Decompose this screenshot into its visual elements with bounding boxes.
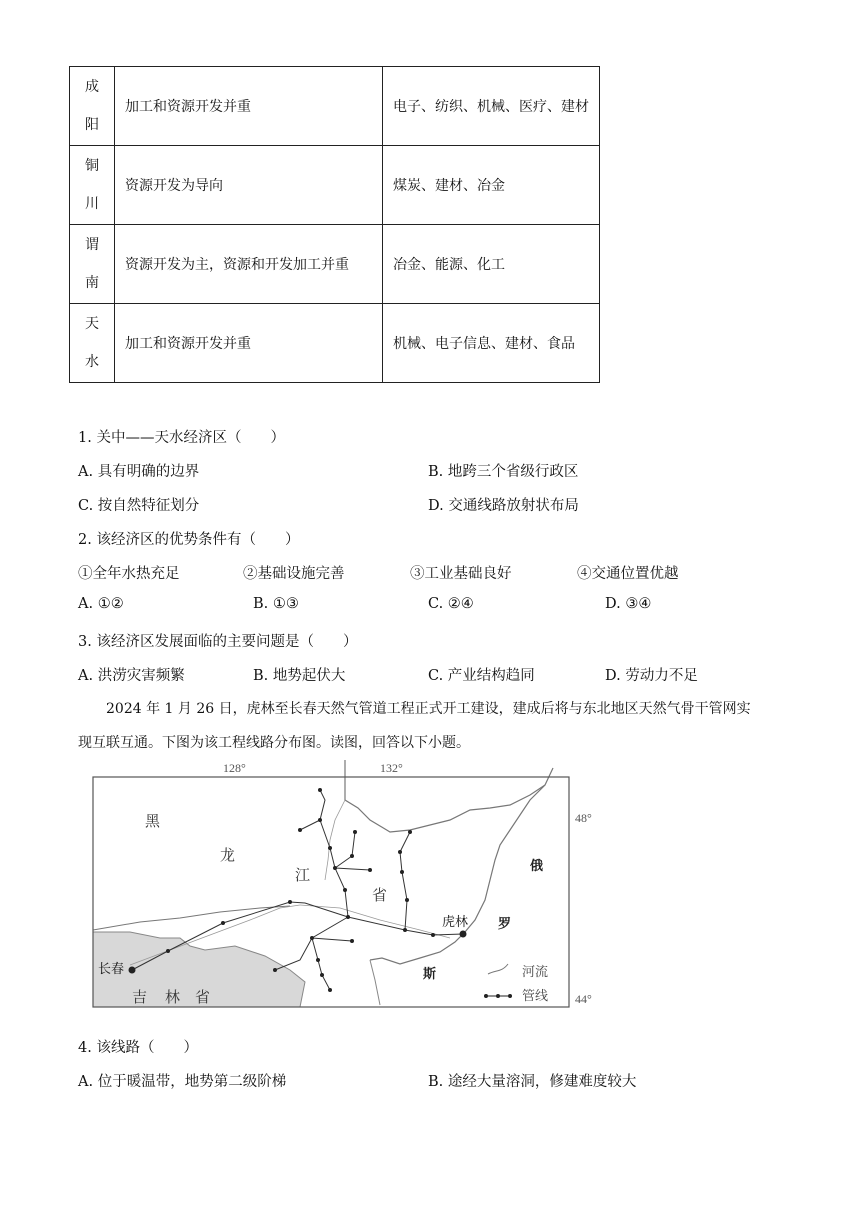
hulin-label: 虎林 (442, 915, 469, 930)
pipe-legend-dot (496, 994, 500, 998)
city-char: 谓 (85, 237, 99, 253)
passage-line-2: 现互联互通。下图为该工程线路分布图。读图，回答以下小题。 (78, 735, 470, 751)
changchun-city-dot (129, 967, 136, 974)
station-dot (221, 921, 225, 925)
city-name-cell (70, 225, 115, 304)
station-dot (316, 958, 320, 962)
q1-option-b[interactable]: B. 地跨三个省级行政区 (428, 464, 579, 480)
station-dot (328, 988, 332, 992)
pipeline-branch (400, 832, 410, 930)
station-dot (343, 888, 347, 892)
province-border-north (345, 760, 545, 832)
city-name-cell (70, 67, 115, 146)
province-label-char: 吉 (132, 988, 148, 1006)
station-dot (318, 818, 322, 822)
legend-pipe-label: 管线 (522, 989, 549, 1004)
city-industry-table (69, 66, 600, 383)
station-dot (320, 973, 324, 977)
industries-cell: 机械、电子信息、建材、食品 (383, 304, 600, 383)
city-char: 阳 (85, 117, 99, 133)
city-name-cell (70, 146, 115, 225)
development-mode-cell: 加工和资源开发并重 (115, 67, 383, 146)
latitude-label: 44° (575, 992, 592, 1006)
station-dot (273, 968, 277, 972)
station-dot (318, 788, 322, 792)
pipeline-branch (330, 848, 348, 917)
station-dot (350, 854, 354, 858)
province-label-char: 省 (195, 988, 211, 1006)
station-dot (350, 939, 354, 943)
passage-line-1: 2024 年 1 月 26 日，虎林至长春天然气管道工程正式开工建设，建成后将与东北地区天然气骨干管网实 (106, 701, 751, 717)
pipeline-branch (312, 938, 352, 941)
q3-option-c[interactable]: C. 产业结构趋同 (428, 668, 535, 684)
question-4-stem: 4. 该线路（ ） (78, 1040, 198, 1056)
station-dot (288, 900, 292, 904)
q2-option-c[interactable]: C. ②④ (428, 596, 474, 612)
q2-item-2: ②基础设施完善 (243, 566, 345, 582)
city-char: 铜 (85, 158, 99, 174)
province-label-char: 江 (295, 866, 311, 884)
development-mode-cell: 资源开发为导向 (115, 146, 383, 225)
q2-option-a[interactable]: A. ①② (78, 596, 124, 612)
city-char: 水 (85, 354, 99, 370)
table-row (70, 225, 600, 304)
station-dot (353, 830, 357, 834)
country-label-char: 斯 (423, 967, 437, 982)
pipe-legend-dot (484, 994, 488, 998)
station-dot (408, 830, 412, 834)
station-dot (405, 898, 409, 902)
station-dot (398, 850, 402, 854)
q3-option-a[interactable]: A. 洪涝灾害频繁 (78, 668, 185, 684)
station-dot (431, 933, 435, 937)
city-char: 川 (85, 196, 99, 212)
table-row (70, 146, 600, 225)
changchun-label: 长春 (98, 962, 125, 977)
station-dot (346, 915, 350, 919)
industries-cell: 冶金、能源、化工 (383, 225, 600, 304)
pipe-legend-dot (508, 994, 512, 998)
city-name-cell (70, 304, 115, 383)
q1-option-d[interactable]: D. 交通线路放射状布局 (428, 498, 579, 514)
pipeline-map (90, 760, 610, 1012)
q2-item-1: ①全年水热充足 (78, 566, 180, 582)
station-dot (310, 936, 314, 940)
development-mode-cell: 加工和资源开发并重 (115, 304, 383, 383)
q2-item-4: ④交通位置优越 (577, 566, 679, 582)
city-char: 天 (85, 316, 99, 332)
q3-option-b[interactable]: B. 地势起伏大 (253, 668, 346, 684)
province-label-char: 龙 (220, 846, 236, 864)
latitude-label: 48° (575, 811, 592, 825)
river (300, 905, 450, 938)
question-2-stem: 2. 该经济区的优势条件有（ ） (78, 532, 300, 548)
province-label-char: 林 (165, 988, 181, 1006)
table-row (70, 304, 600, 383)
station-dot (400, 870, 404, 874)
country-label-char: 俄 (530, 859, 544, 874)
table-row (70, 67, 600, 146)
q1-option-a[interactable]: A. 具有明确的边界 (78, 464, 200, 480)
country-label-char: 罗 (498, 917, 512, 932)
legend-river-label: 河流 (522, 965, 549, 980)
q2-option-d[interactable]: D. ③④ (605, 596, 652, 612)
station-dot (166, 949, 170, 953)
longitude-label: 128° (223, 761, 246, 775)
station-dot (368, 868, 372, 872)
question-3-stem: 3. 该经济区发展面临的主要问题是（ ） (78, 634, 358, 650)
q3-option-d[interactable]: D. 劳动力不足 (605, 668, 698, 684)
river-legend-icon (488, 964, 508, 974)
hulin-city-dot (460, 931, 467, 938)
development-mode-cell: 资源开发为主，资源和开发加工并重 (115, 225, 383, 304)
q2-option-b[interactable]: B. ①③ (253, 596, 299, 612)
q4-option-b[interactable]: B. 途经大量溶洞，修建难度较大 (428, 1074, 637, 1090)
pipeline-branch (335, 868, 370, 870)
city-char: 南 (85, 275, 99, 291)
industries-cell: 煤炭、建材、冶金 (383, 146, 600, 225)
q4-option-a[interactable]: A. 位于暖温带，地势第二级阶梯 (78, 1074, 287, 1090)
border-south-east (370, 960, 380, 1005)
station-dot (298, 828, 302, 832)
station-dot (403, 928, 407, 932)
q2-item-3: ③工业基础良好 (410, 566, 512, 582)
q1-option-c[interactable]: C. 按自然特征划分 (78, 498, 200, 514)
station-dot (333, 866, 337, 870)
province-label-char: 黑 (145, 812, 161, 830)
station-dot (328, 846, 332, 850)
pipeline-branch (312, 938, 330, 990)
pipeline-branch (335, 832, 355, 868)
province-label-char: 省 (372, 886, 388, 904)
pipeline-branch (275, 917, 348, 970)
province-border-south (93, 906, 290, 930)
question-1-stem: 1. 关中——天水经济区（ ） (78, 430, 285, 446)
longitude-label: 132° (380, 761, 403, 775)
pipeline-branch (300, 820, 320, 830)
city-char: 成 (85, 79, 99, 95)
industries-cell: 电子、纺织、机械、医疗、建材 (383, 67, 600, 146)
